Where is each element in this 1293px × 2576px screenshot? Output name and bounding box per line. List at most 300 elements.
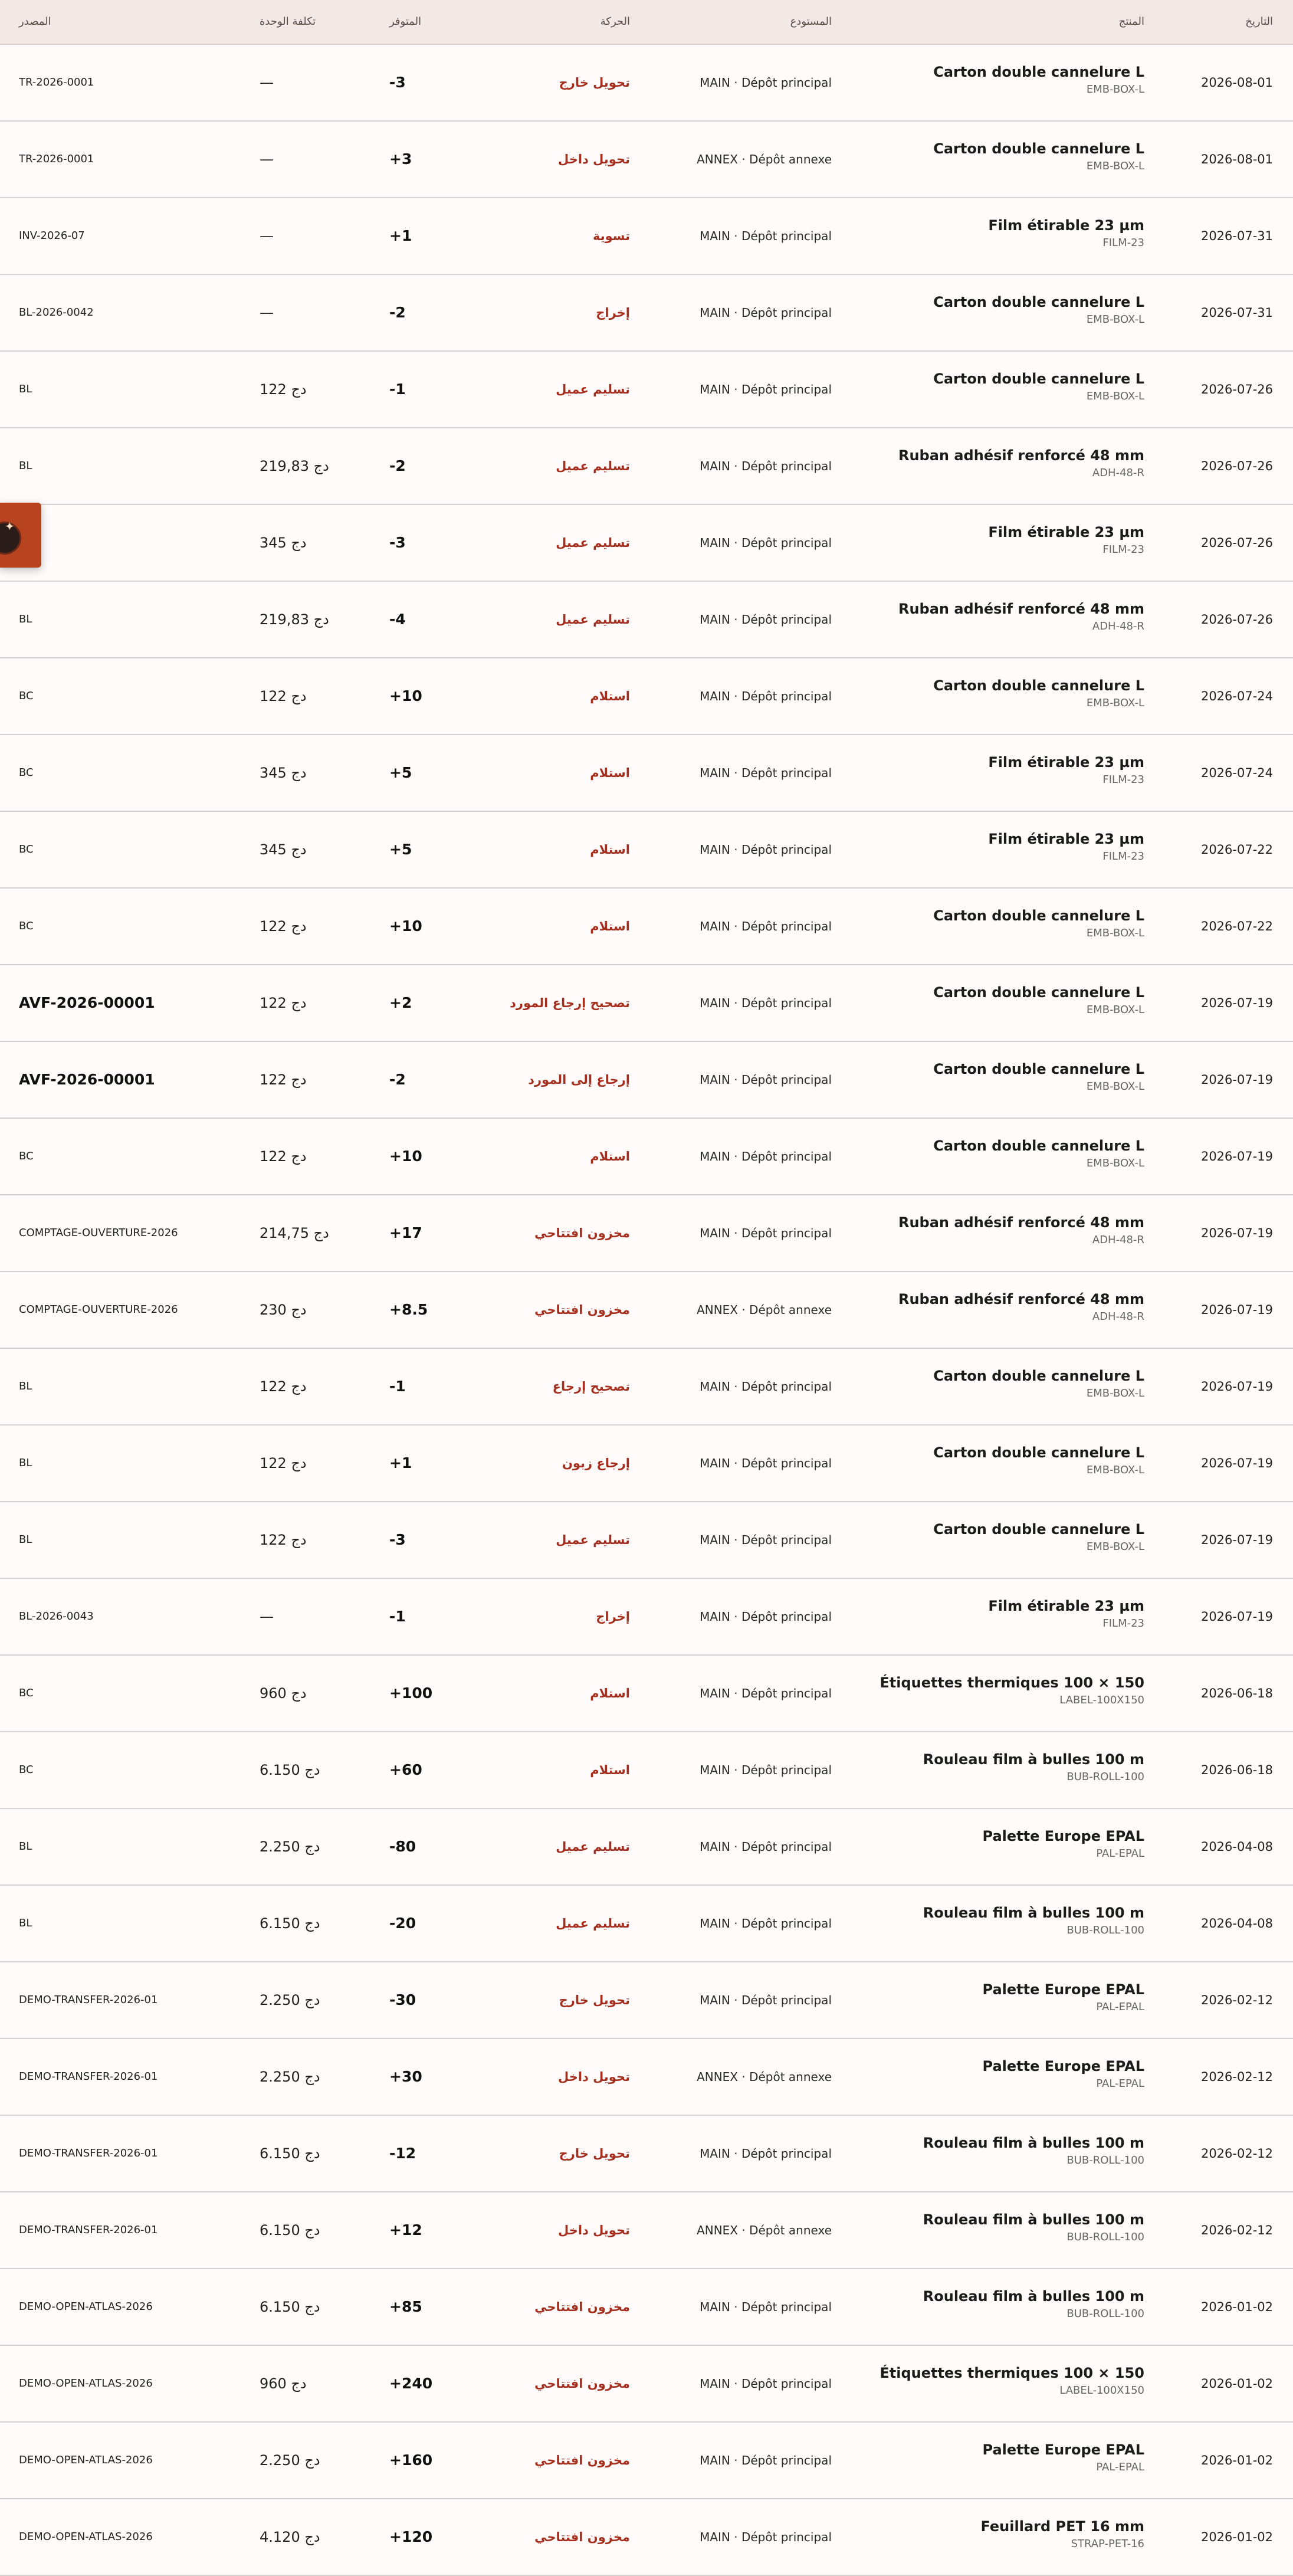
product-name: Ruban adhésif renforcé 48 mm xyxy=(898,601,1144,617)
row-warehouse: MAIN · Dépôt principal xyxy=(700,2530,832,2544)
product-sku: EMB-BOX-L xyxy=(1086,1387,1144,1400)
row-source[interactable]: BL xyxy=(19,1840,32,1853)
product-name: Ruban adhésif renforcé 48 mm xyxy=(898,1214,1144,1231)
row-movement-type: تسليم عميل xyxy=(556,1916,630,1931)
row-movement-type: تصحيح إرجاع xyxy=(552,1379,630,1394)
row-warehouse: MAIN · Dépôt principal xyxy=(700,1916,832,1931)
row-movement-type: تحويل خارج xyxy=(559,1993,630,2007)
row-date: 2026-01-02 xyxy=(1200,2453,1273,2467)
row-source[interactable]: AVF-2026-00001 xyxy=(19,994,155,1011)
row-date: 2026-02-12 xyxy=(1200,2223,1273,2237)
product-sku: LABEL-100X150 xyxy=(1059,1694,1144,1706)
row-date: 2026-07-19 xyxy=(1200,1610,1273,1624)
product-name: Palette Europe EPAL xyxy=(982,1828,1144,1844)
table-row[interactable] xyxy=(0,889,1293,965)
row-source[interactable]: TR-2026-0001 xyxy=(19,153,94,165)
row-warehouse: MAIN · Dépôt principal xyxy=(700,536,832,550)
table-row[interactable] xyxy=(0,658,1293,735)
row-product[interactable] xyxy=(988,830,1144,865)
row-product[interactable] xyxy=(923,1750,1144,1785)
row-product[interactable] xyxy=(898,599,1144,635)
row-product[interactable] xyxy=(983,2440,1145,2476)
row-unit-cost: 219,83 دج xyxy=(260,458,329,474)
row-date: 2026-02-12 xyxy=(1200,1993,1273,2007)
row-unit-cost: 960 دج xyxy=(260,2375,307,2392)
product-sku: EMB-BOX-L xyxy=(1086,1541,1144,1553)
row-movement-type: إرجاع زبون xyxy=(562,1456,630,1470)
row-movement-type: إرجاع إلى المورد xyxy=(528,1073,630,1087)
row-warehouse: MAIN · Dépôt principal xyxy=(700,1149,832,1164)
product-name: Palette Europe EPAL xyxy=(982,2441,1144,2458)
row-unit-cost: — xyxy=(260,151,274,168)
row-movement-type: مخزون افتتاحي xyxy=(534,1303,630,1317)
row-source[interactable]: BL xyxy=(19,1457,32,1469)
sparkle-icon: ✦ xyxy=(5,519,15,533)
row-movement-type: استلام xyxy=(590,919,630,933)
assistant-button[interactable] xyxy=(0,503,41,568)
table-row[interactable] xyxy=(0,275,1293,352)
row-quantity: +10 xyxy=(389,687,422,704)
row-unit-cost: 122 دج xyxy=(260,381,307,398)
row-product[interactable] xyxy=(933,293,1144,328)
product-name: Rouleau film à bulles 100 m xyxy=(923,1751,1144,1768)
row-warehouse: MAIN · Dépôt principal xyxy=(700,2146,832,2161)
row-warehouse: MAIN · Dépôt principal xyxy=(700,229,832,243)
row-quantity: -3 xyxy=(389,74,406,91)
row-date: 2026-07-19 xyxy=(1200,1379,1273,1394)
row-quantity: +100 xyxy=(389,1684,433,1702)
row-unit-cost: 122 دج xyxy=(260,1532,307,1548)
row-warehouse: ANNEX · Dépôt annexe xyxy=(697,152,832,166)
table-row[interactable] xyxy=(0,2269,1293,2346)
product-name: Carton double cannelure L xyxy=(933,1521,1144,1538)
row-source[interactable]: COMPTAGE-OUVERTURE-2026 xyxy=(19,1303,178,1316)
row-quantity: -12 xyxy=(389,2145,416,2162)
row-product[interactable] xyxy=(988,753,1144,788)
header-movement[interactable]: الحركة xyxy=(600,15,630,28)
product-name: Palette Europe EPAL xyxy=(982,1981,1144,1998)
row-unit-cost: 345 دج xyxy=(260,765,307,781)
row-product[interactable] xyxy=(983,1980,1145,2015)
product-name: Film étirable 23 µm xyxy=(988,1598,1144,1614)
product-sku: STRAP-PET-16 xyxy=(1071,2538,1144,2550)
table-row[interactable] xyxy=(0,1425,1293,1502)
row-product[interactable] xyxy=(879,1673,1144,1709)
row-date: 2026-07-31 xyxy=(1200,306,1273,320)
product-sku: BUB-ROLL-100 xyxy=(1066,2231,1144,2243)
row-quantity: +5 xyxy=(389,764,412,781)
row-movement-type: مخزون افتتاحي xyxy=(534,2377,630,2391)
row-warehouse: MAIN · Dépôt principal xyxy=(700,76,832,90)
row-unit-cost: 4.120 دج xyxy=(260,2529,320,2545)
row-movement-type: تسليم عميل xyxy=(556,1840,630,1854)
row-warehouse: MAIN · Dépôt principal xyxy=(700,1993,832,2007)
product-name: Carton double cannelure L xyxy=(933,1061,1144,1077)
row-date: 2026-06-18 xyxy=(1200,1763,1273,1777)
row-unit-cost: 219,83 دج xyxy=(260,611,329,628)
row-quantity: +8.5 xyxy=(389,1301,428,1318)
table-row[interactable] xyxy=(0,2346,1293,2423)
row-movement-type: مخزون افتتاحي xyxy=(534,1226,630,1240)
row-unit-cost: 6.150 دج xyxy=(260,2145,320,2162)
row-source[interactable]: DEMO-OPEN-ATLAS-2026 xyxy=(19,2531,153,2543)
product-sku: EMB-BOX-L xyxy=(1086,1080,1144,1093)
row-warehouse: MAIN · Dépôt principal xyxy=(700,1840,832,1854)
row-date: 2026-02-12 xyxy=(1200,2070,1273,2084)
product-sku: ADH-48-R xyxy=(1092,1234,1144,1246)
row-warehouse: MAIN · Dépôt principal xyxy=(700,1456,832,1470)
row-movement-type: تحويل داخل xyxy=(558,2070,630,2084)
row-product[interactable] xyxy=(988,216,1144,251)
row-product[interactable] xyxy=(923,2287,1144,2322)
table-row[interactable] xyxy=(0,1272,1293,1349)
table-row[interactable] xyxy=(0,1732,1293,1809)
row-warehouse: MAIN · Dépôt principal xyxy=(700,2453,832,2467)
row-unit-cost: — xyxy=(260,74,274,91)
row-movement-type: إخراج xyxy=(596,1610,630,1624)
product-name: Carton double cannelure L xyxy=(933,371,1144,387)
row-quantity: -80 xyxy=(389,1838,416,1855)
product-sku: FILM-23 xyxy=(1102,543,1144,556)
product-name: Carton double cannelure L xyxy=(933,140,1144,157)
product-name: Carton double cannelure L xyxy=(933,1138,1144,1154)
row-warehouse: ANNEX · Dépôt annexe xyxy=(697,2070,832,2084)
product-sku: PAL-EPAL xyxy=(1096,2461,1144,2473)
row-movement-type: تسليم عميل xyxy=(556,459,630,473)
table-row[interactable] xyxy=(0,1349,1293,1425)
table-row[interactable] xyxy=(0,1502,1293,1579)
row-product[interactable] xyxy=(933,369,1144,405)
row-movement-type: تحويل خارج xyxy=(559,76,630,90)
row-quantity: +17 xyxy=(389,1224,422,1241)
header-date[interactable]: التاريخ xyxy=(1245,15,1273,28)
row-product[interactable] xyxy=(983,2057,1145,2092)
table-row[interactable] xyxy=(0,2423,1293,2499)
row-quantity: +2 xyxy=(389,994,412,1011)
row-warehouse: MAIN · Dépôt principal xyxy=(700,306,832,320)
row-warehouse: MAIN · Dépôt principal xyxy=(700,843,832,857)
product-name: Rouleau film à bulles 100 m xyxy=(923,2288,1144,2305)
row-warehouse: MAIN · Dépôt principal xyxy=(700,919,832,933)
row-date: 2026-07-26 xyxy=(1200,612,1273,627)
table-row[interactable] xyxy=(0,2116,1293,2192)
table-header xyxy=(0,0,1293,45)
row-product[interactable] xyxy=(933,906,1144,942)
table-row[interactable] xyxy=(0,582,1293,658)
row-warehouse: MAIN · Dépôt principal xyxy=(700,1073,832,1087)
row-quantity: -1 xyxy=(389,1378,406,1395)
row-date: 2026-04-08 xyxy=(1200,1840,1273,1854)
row-unit-cost: 2.250 دج xyxy=(260,2069,320,2085)
table-row[interactable] xyxy=(0,1886,1293,1962)
product-name: Film étirable 23 µm xyxy=(988,524,1144,540)
row-date: 2026-07-19 xyxy=(1200,1073,1273,1087)
row-quantity: -1 xyxy=(389,381,406,398)
row-source[interactable]: COMPTAGE-OUVERTURE-2026 xyxy=(19,1227,178,1239)
table-row[interactable] xyxy=(0,2039,1293,2116)
product-sku: PAL-EPAL xyxy=(1096,2001,1144,2013)
row-date: 2026-07-24 xyxy=(1200,766,1273,780)
row-date: 2026-07-24 xyxy=(1200,689,1273,703)
row-movement-type: مخزون افتتاحي xyxy=(534,2530,630,2544)
product-sku: BUB-ROLL-100 xyxy=(1066,1771,1144,1783)
row-unit-cost: 122 دج xyxy=(260,688,307,704)
row-warehouse: MAIN · Dépôt principal xyxy=(700,996,832,1010)
table-row[interactable] xyxy=(0,122,1293,198)
row-product[interactable] xyxy=(923,1903,1144,1939)
row-warehouse: MAIN · Dépôt principal xyxy=(700,766,832,780)
table-row[interactable] xyxy=(0,2192,1293,2269)
row-quantity: +12 xyxy=(389,2221,422,2239)
row-movement-type: استلام xyxy=(590,843,630,857)
row-movement-type: استلام xyxy=(590,1149,630,1164)
row-quantity: +1 xyxy=(389,1454,412,1471)
product-sku: FILM-23 xyxy=(1102,850,1144,863)
row-product[interactable] xyxy=(933,1136,1144,1172)
row-quantity: +240 xyxy=(389,2375,433,2392)
row-unit-cost: 122 دج xyxy=(260,918,307,935)
product-sku: ADH-48-R xyxy=(1092,620,1144,632)
row-source[interactable]: BL xyxy=(19,1917,32,1929)
row-product[interactable] xyxy=(923,2210,1144,2246)
product-sku: FILM-23 xyxy=(1102,1617,1144,1630)
table-row[interactable] xyxy=(0,2499,1293,2576)
row-warehouse: ANNEX · Dépôt annexe xyxy=(697,1303,832,1317)
row-movement-type: استلام xyxy=(590,1686,630,1700)
row-unit-cost: — xyxy=(260,228,274,244)
row-product[interactable] xyxy=(933,1060,1144,1095)
table-row[interactable] xyxy=(0,1579,1293,1656)
product-sku: FILM-23 xyxy=(1102,774,1144,786)
row-unit-cost: 345 دج xyxy=(260,535,307,551)
row-source[interactable]: DEMO-TRANSFER-2026-01 xyxy=(19,2147,158,2159)
table-row[interactable] xyxy=(0,45,1293,122)
row-movement-type: تحويل داخل xyxy=(558,152,630,166)
product-sku: EMB-BOX-L xyxy=(1086,1004,1144,1016)
row-quantity: +3 xyxy=(389,150,412,168)
row-date: 2026-07-19 xyxy=(1200,1303,1273,1317)
row-movement-type: تسوية xyxy=(592,229,630,243)
table-row[interactable] xyxy=(0,1195,1293,1272)
row-source[interactable]: BC xyxy=(19,1764,34,1776)
row-unit-cost: 214,75 دج xyxy=(260,1225,329,1241)
row-unit-cost: 6.150 دج xyxy=(260,1915,320,1932)
product-name: Carton double cannelure L xyxy=(933,677,1144,694)
row-product[interactable] xyxy=(879,2364,1144,2399)
row-source[interactable]: AVF-2026-00001 xyxy=(19,1071,155,1088)
row-source[interactable]: DEMO-OPEN-ATLAS-2026 xyxy=(19,2300,153,2313)
row-source[interactable]: TR-2026-0001 xyxy=(19,76,94,89)
row-quantity: +10 xyxy=(389,1148,422,1165)
row-source[interactable]: DEMO-OPEN-ATLAS-2026 xyxy=(19,2454,153,2466)
product-name: Rouleau film à bulles 100 m xyxy=(923,2135,1144,2151)
row-warehouse: MAIN · Dépôt principal xyxy=(700,2377,832,2391)
row-warehouse: MAIN · Dépôt principal xyxy=(700,1610,832,1624)
row-date: 2026-02-12 xyxy=(1200,2146,1273,2161)
row-warehouse: MAIN · Dépôt principal xyxy=(700,1226,832,1240)
row-product[interactable] xyxy=(988,523,1144,558)
row-date: 2026-01-02 xyxy=(1200,2530,1273,2544)
row-movement-type: استلام xyxy=(590,766,630,780)
table-row[interactable] xyxy=(0,1042,1293,1119)
product-name: Ruban adhésif renforcé 48 mm xyxy=(898,447,1144,464)
product-sku: EMB-BOX-L xyxy=(1086,313,1144,326)
row-date: 2026-07-26 xyxy=(1200,459,1273,473)
row-source[interactable]: DEMO-TRANSFER-2026-01 xyxy=(19,2224,158,2236)
row-date: 2026-07-26 xyxy=(1200,536,1273,550)
row-product[interactable] xyxy=(898,1290,1144,1325)
row-source[interactable]: BL xyxy=(19,1380,32,1392)
row-unit-cost: 2.250 دج xyxy=(260,1992,320,2008)
row-date: 2026-07-19 xyxy=(1200,1226,1273,1240)
row-product[interactable] xyxy=(933,1443,1144,1479)
row-warehouse: MAIN · Dépôt principal xyxy=(700,1686,832,1700)
row-quantity: +1 xyxy=(389,227,412,244)
row-movement-type: استلام xyxy=(590,1763,630,1777)
row-product[interactable] xyxy=(983,1827,1145,1862)
row-quantity: +160 xyxy=(389,2452,433,2469)
row-quantity: +30 xyxy=(389,2068,422,2085)
table-row[interactable] xyxy=(0,812,1293,889)
table-row[interactable] xyxy=(0,1119,1293,1195)
row-movement-type: تصحيح إرجاع المورد xyxy=(510,996,630,1010)
row-source[interactable]: BL xyxy=(19,613,32,625)
row-date: 2026-01-02 xyxy=(1200,2300,1273,2314)
product-name: Étiquettes thermiques 100 × 150 xyxy=(879,1674,1144,1691)
header-source[interactable]: المصدر xyxy=(19,15,51,28)
row-quantity: -30 xyxy=(389,1991,416,2008)
row-movement-type: مخزون افتتاحي xyxy=(534,2300,630,2314)
row-product[interactable] xyxy=(980,2517,1144,2552)
table-row[interactable] xyxy=(0,1656,1293,1732)
row-source[interactable]: BC xyxy=(19,920,34,932)
product-sku: ADH-48-R xyxy=(1092,467,1144,479)
row-warehouse: MAIN · Dépôt principal xyxy=(700,612,832,627)
row-source[interactable]: DEMO-TRANSFER-2026-01 xyxy=(19,1994,158,2006)
product-sku: PAL-EPAL xyxy=(1096,1847,1144,1860)
table-row[interactable] xyxy=(0,1962,1293,2039)
row-unit-cost: 2.250 دج xyxy=(260,2452,320,2469)
row-quantity: +60 xyxy=(389,1761,422,1778)
product-name: Film étirable 23 µm xyxy=(988,217,1144,234)
row-source[interactable]: BC xyxy=(19,766,34,779)
row-source[interactable]: BC xyxy=(19,1687,34,1699)
row-warehouse: MAIN · Dépôt principal xyxy=(700,382,832,396)
table-row[interactable] xyxy=(0,505,1293,582)
row-source[interactable]: BC xyxy=(19,1150,34,1162)
row-product[interactable] xyxy=(933,983,1144,1018)
product-name: Film étirable 23 µm xyxy=(988,831,1144,847)
row-date: 2026-06-18 xyxy=(1200,1686,1273,1700)
row-quantity: +85 xyxy=(389,2298,422,2315)
product-sku: BUB-ROLL-100 xyxy=(1066,2308,1144,2320)
row-date: 2026-07-19 xyxy=(1200,1533,1273,1547)
row-date: 2026-07-22 xyxy=(1200,843,1273,857)
row-source[interactable]: BL xyxy=(19,383,32,395)
row-date: 2026-04-08 xyxy=(1200,1916,1273,1931)
product-sku: EMB-BOX-L xyxy=(1086,390,1144,402)
table-row[interactable] xyxy=(0,352,1293,428)
row-date: 2026-01-02 xyxy=(1200,2377,1273,2391)
product-sku: BUB-ROLL-100 xyxy=(1066,2154,1144,2167)
row-quantity: -1 xyxy=(389,1608,406,1625)
row-unit-cost: 122 دج xyxy=(260,1455,307,1471)
product-sku: LABEL-100X150 xyxy=(1059,2384,1144,2397)
product-sku: EMB-BOX-L xyxy=(1086,160,1144,172)
product-name: Carton double cannelure L xyxy=(933,1444,1144,1461)
product-name: Palette Europe EPAL xyxy=(982,2058,1144,2074)
row-source[interactable]: BL xyxy=(19,460,32,472)
row-product[interactable] xyxy=(988,1597,1144,1632)
table-row[interactable] xyxy=(0,735,1293,812)
row-unit-cost: 122 دج xyxy=(260,995,307,1011)
row-product[interactable] xyxy=(933,1520,1144,1555)
row-date: 2026-08-01 xyxy=(1200,76,1273,90)
header-qty[interactable]: المتوفر xyxy=(389,15,422,28)
row-quantity: -3 xyxy=(389,534,406,551)
row-movement-type: استلام xyxy=(590,689,630,703)
table-body xyxy=(0,45,1293,2576)
header-unit-cost[interactable]: تكلفة الوحدة xyxy=(260,15,316,28)
table-row[interactable] xyxy=(0,1809,1293,1886)
row-product[interactable] xyxy=(933,1366,1144,1402)
product-name: Carton double cannelure L xyxy=(933,907,1144,924)
table-row[interactable] xyxy=(0,198,1293,275)
row-product[interactable] xyxy=(898,1213,1144,1248)
row-unit-cost: 960 دج xyxy=(260,1685,307,1702)
row-product[interactable] xyxy=(898,446,1144,481)
row-source[interactable]: BL xyxy=(19,1533,32,1546)
row-unit-cost: 122 دج xyxy=(260,1071,307,1088)
table-row[interactable] xyxy=(0,428,1293,505)
row-movement-type: إخراج xyxy=(596,306,630,320)
table-row[interactable] xyxy=(0,965,1293,1042)
row-source[interactable]: DEMO-OPEN-ATLAS-2026 xyxy=(19,2377,153,2390)
row-product[interactable] xyxy=(923,2133,1144,2169)
row-product[interactable] xyxy=(933,676,1144,712)
row-movement-type: تسليم عميل xyxy=(556,612,630,627)
row-warehouse: MAIN · Dépôt principal xyxy=(700,689,832,703)
product-name: Rouleau film à bulles 100 m xyxy=(923,1905,1144,1921)
row-product[interactable] xyxy=(933,139,1144,175)
row-warehouse: ANNEX · Dépôt annexe xyxy=(697,2223,832,2237)
row-unit-cost: — xyxy=(260,1608,274,1625)
row-source[interactable]: DEMO-TRANSFER-2026-01 xyxy=(19,2070,158,2083)
product-sku: EMB-BOX-L xyxy=(1086,927,1144,939)
row-unit-cost: 345 دج xyxy=(260,841,307,858)
product-sku: EMB-BOX-L xyxy=(1086,83,1144,96)
product-name: Carton double cannelure L xyxy=(933,984,1144,1001)
row-source[interactable]: BC xyxy=(19,843,34,856)
row-product[interactable] xyxy=(933,63,1144,98)
row-source[interactable]: BL-2026-0043 xyxy=(19,1610,94,1623)
row-unit-cost: — xyxy=(260,304,274,321)
row-date: 2026-07-22 xyxy=(1200,919,1273,933)
row-quantity: +120 xyxy=(389,2528,433,2545)
header-warehouse[interactable]: المستودع xyxy=(790,15,832,28)
row-unit-cost: 2.250 دج xyxy=(260,1838,320,1855)
header-product[interactable]: المنتج xyxy=(1118,15,1144,28)
row-warehouse: MAIN · Dépôt principal xyxy=(700,2300,832,2314)
product-sku: PAL-EPAL xyxy=(1096,2077,1144,2090)
row-unit-cost: 230 دج xyxy=(260,1302,307,1318)
row-source[interactable]: BC xyxy=(19,690,34,702)
product-name: Carton double cannelure L xyxy=(933,64,1144,80)
row-quantity: -2 xyxy=(389,457,406,474)
row-date: 2026-08-01 xyxy=(1200,152,1273,166)
row-source[interactable]: INV-2026-07 xyxy=(19,230,85,242)
row-source[interactable]: BL-2026-0042 xyxy=(19,306,94,319)
